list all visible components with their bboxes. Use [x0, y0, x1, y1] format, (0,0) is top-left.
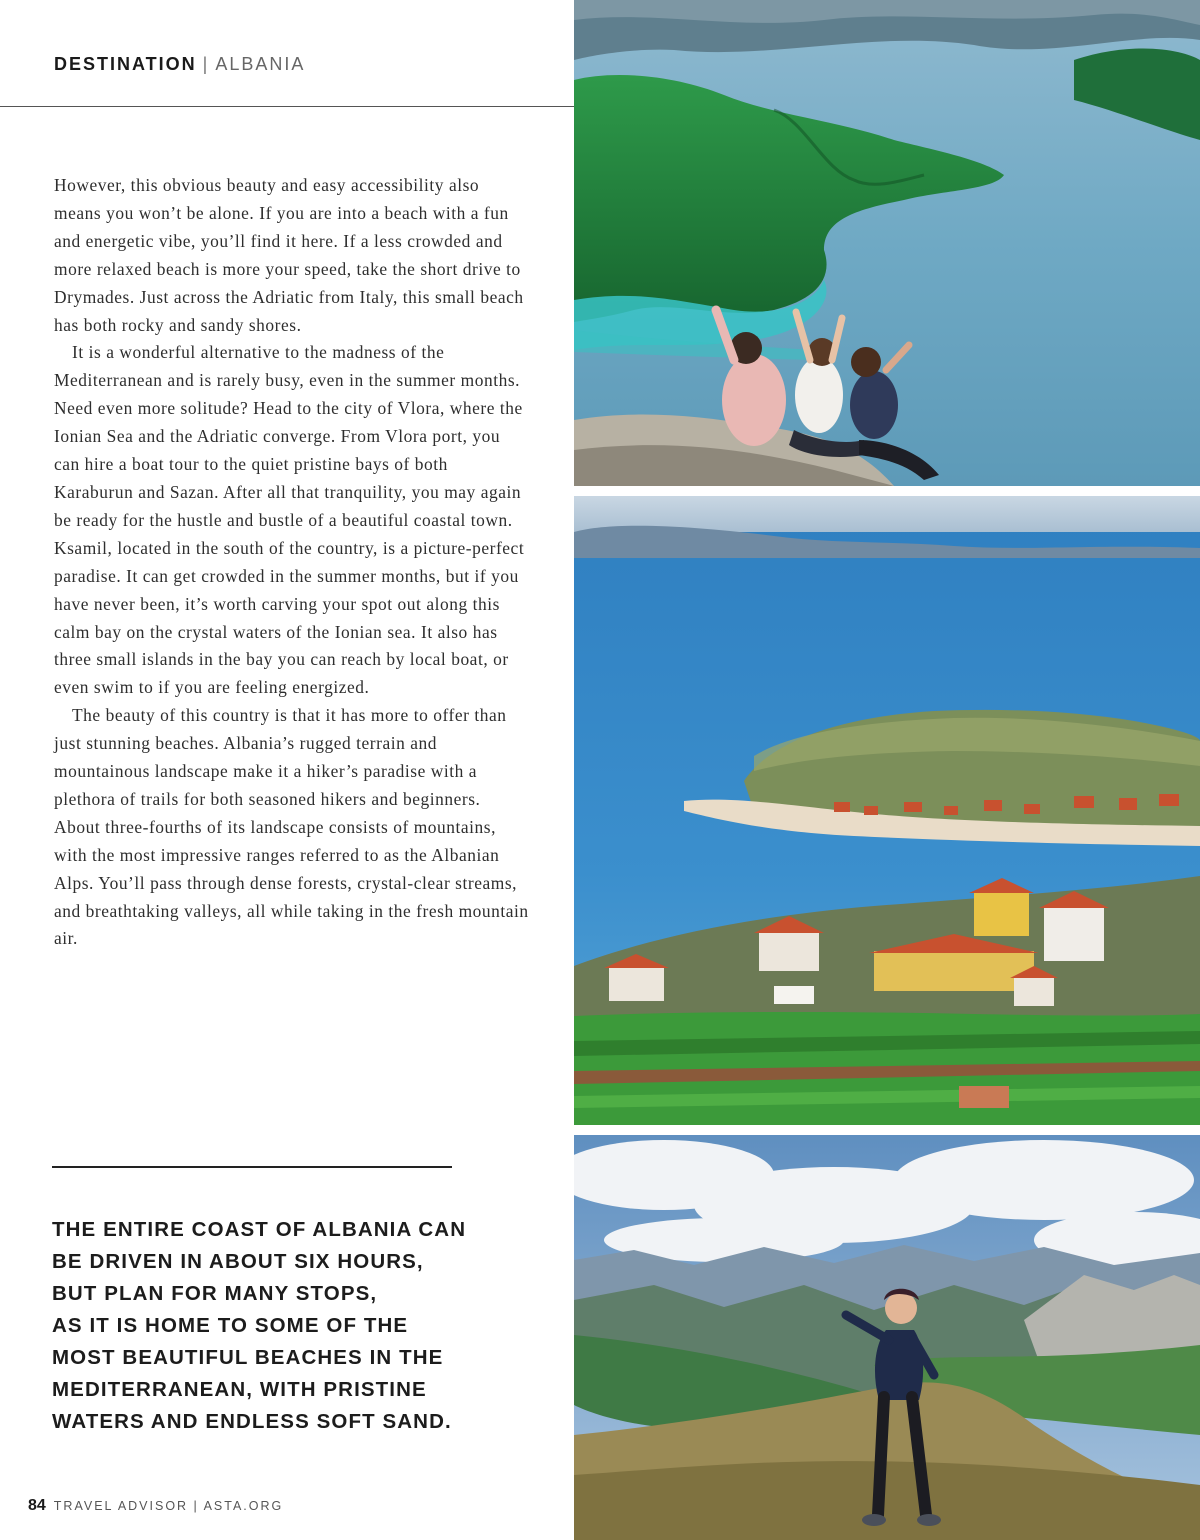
article-paragraph-1: However, this obvious beauty and easy accessibility also means you won’t be alone. If you are into a beach with a fun and energetic vibe, you’ll find it here. If a less crowded and more relaxed beach is more your speed, take the short drive to Drymades. Just across the Adriatic from Italy, this small beach has both rocky and sandy shores. [54, 175, 524, 335]
destination-label: ALBANIA [215, 54, 306, 74]
publication-credit: TRAVEL ADVISOR | ASTA.ORG [53, 1499, 284, 1513]
photo-lakeside-town-image [574, 496, 1200, 1125]
photo-lake-hikers [574, 0, 1200, 486]
page-number: 84 [28, 1497, 46, 1514]
pull-quote [52, 1214, 522, 1438]
article-paragraph-3: The beauty of this country is that it has more to offer than just stunning beaches. Albania’s rugged terrain and mountainous landscape make it a hiker’s paradise with a plethora of trails for both seasoned hikers and beginners. About three-fourths of its landscape consists of mountains, with the most impressive ranges referred to as the Albanian Alps. You’ll pass through dense forests, crystal-clear streams, and breathtaking valleys, all while taking in the fresh mountain air. [54, 705, 529, 949]
photo-mountain-hiker-image [574, 1135, 1200, 1540]
page-footer [28, 1497, 283, 1515]
photo-lakeside-town [574, 496, 1200, 1125]
field-stripes [574, 1031, 1200, 1108]
pull-quote-line: BUT PLAN FOR MANY STOPS, [52, 1282, 378, 1305]
section-label: DESTINATION [54, 54, 197, 74]
pull-quote-line: THE ENTIRE COAST OF ALBANIA CAN [52, 1218, 467, 1241]
article-paragraph-2: It is a wonderful alternative to the madness of the Mediterranean and is rarely busy, even in the summer months. Need even more solitude? Head to the city of Vlora, where the Ionian Sea and the Adriatic converge. From Vlora port, you can hire a boat tour to the quiet pristine bays of both Karaburun and Sazan. After all that tranquility, you may again be ready for the hustle and bustle of a beautiful coastal town. Ksamil, located in the south of the country, is a picture-perfect paradise. It can get crowded in the summer months, but if you have never been, it’s worth carving your spot out along this calm bay on the crystal waters of the Ionian sea. It also has three small islands in the bay you can reach by local boat, or even swim to if you are feeling energized. [54, 342, 525, 698]
photo-lake-hikers-image [574, 0, 1200, 486]
article-body [54, 172, 529, 953]
section-header [54, 54, 305, 75]
pull-quote-line: AS IT IS HOME TO SOME OF THE [52, 1314, 409, 1337]
pull-quote-line: MEDITERRANEAN, WITH PRISTINE [52, 1378, 427, 1401]
pull-quote-rule [52, 1166, 452, 1168]
header-separator: | [202, 54, 210, 74]
photo-mountain-hiker [574, 1135, 1200, 1540]
pull-quote-line: MOST BEAUTIFUL BEACHES IN THE [52, 1346, 444, 1369]
pull-quote-line: WATERS AND ENDLESS SOFT SAND. [52, 1410, 452, 1433]
pull-quote-line: BE DRIVEN IN ABOUT SIX HOURS, [52, 1250, 424, 1273]
